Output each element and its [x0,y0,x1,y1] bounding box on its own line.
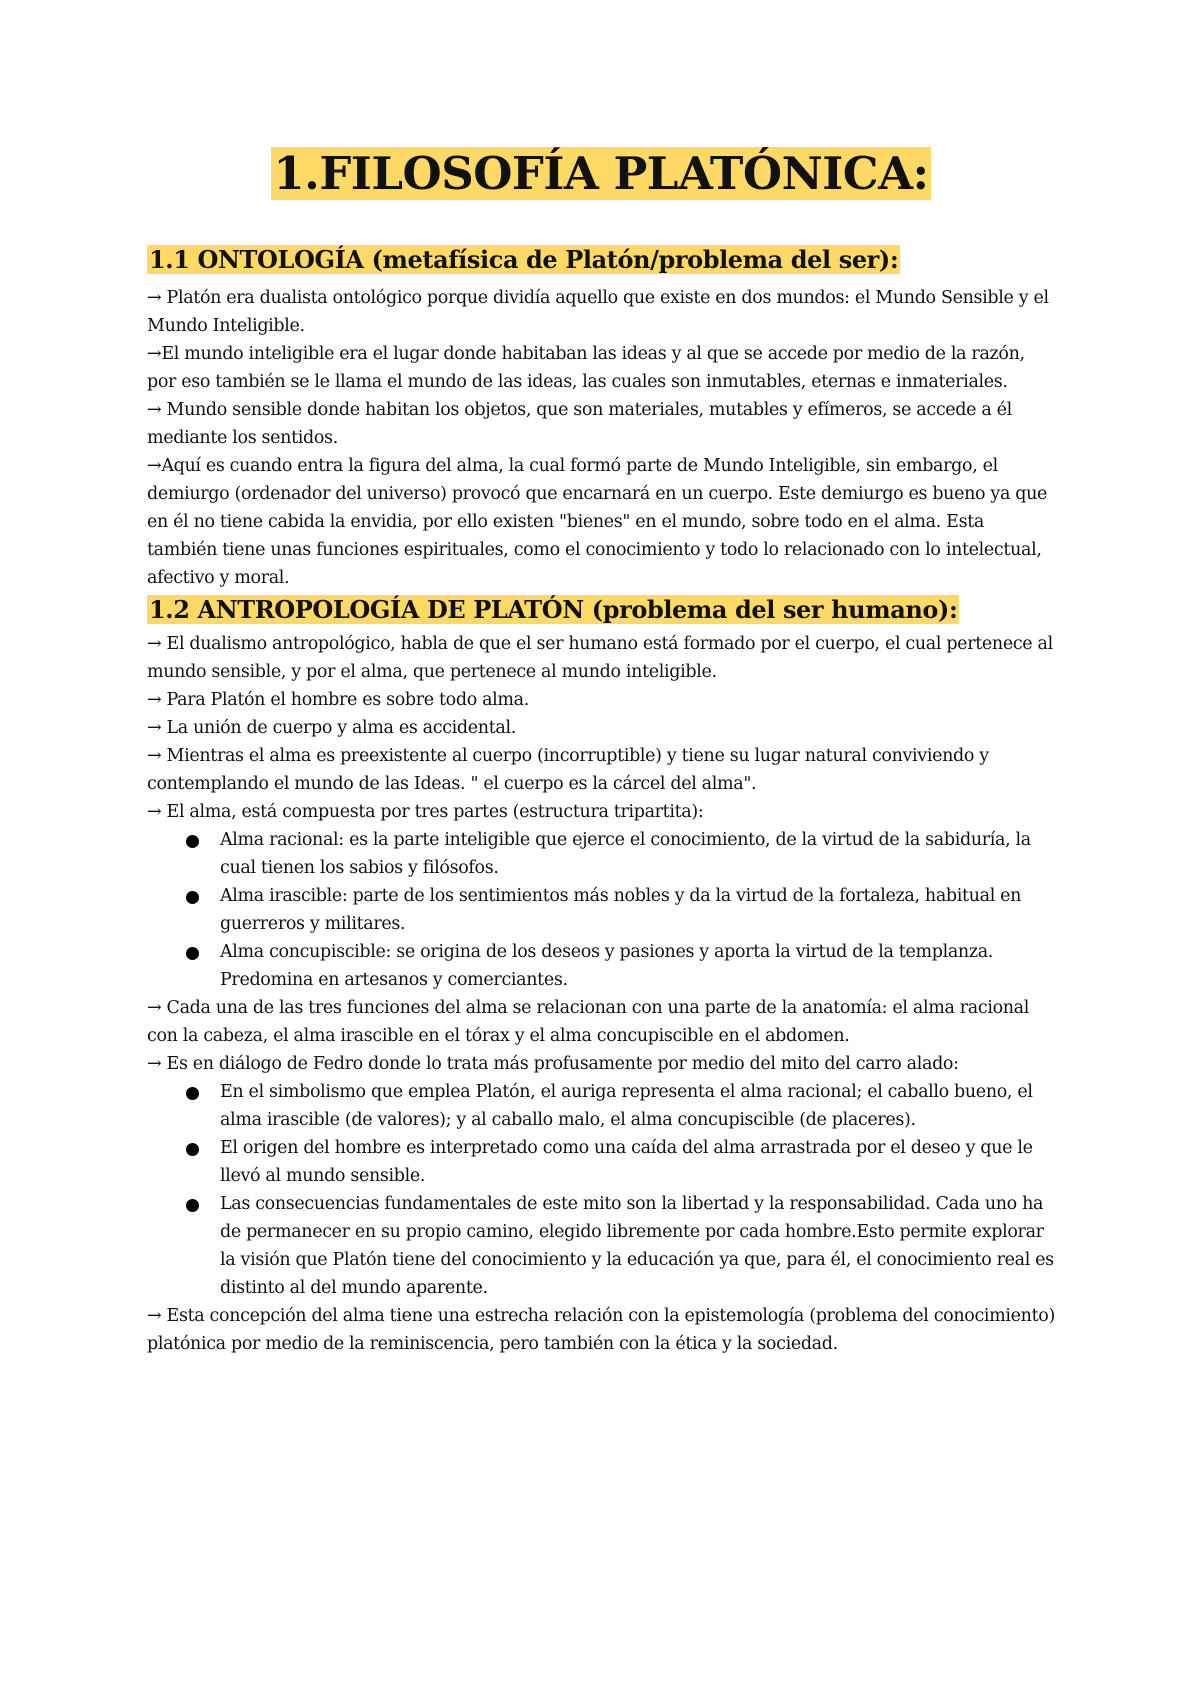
page-title [147,140,1055,208]
paragraph: → El alma, está compuesta por tres partes (estructura tripartita): [147,802,704,822]
paragraph: →Aquí es cuando entra la figura del alma, la cual formó parte de Mundo Inteligible, sin embargo, el demiurgo (ordenador del universo) provocó que encarnará en un cuerpo. Este demiurgo es bueno ya que en él no tiene cabida la envidia, por ello existen "bienes" en el mundo, sobre todo en el alma. Esta también tiene unas funciones espirituales, como el conocimiento y todo lo relacionado con lo intelectual, afectivo y moral. [147,456,1048,588]
list-item-text: Alma concupiscible: se origina de los deseos y pasiones y aporta la virtud de la templanza. Predomina en artesanos y comerciantes. [220,942,993,990]
list-item [147,882,1055,938]
bullet-icon [186,891,199,904]
paragraph: → Mundo sensible donde habitan los objetos, que son materiales, mutables y efímeros, se accede a él mediante los sentidos. [147,400,1012,448]
list-item [147,1190,1055,1302]
heading-highlight: 1.2 ANTROPOLOGÍA DE PLATÓN (problema del ser humano): [149,595,958,624]
section-heading [147,242,1055,278]
title-highlight: 1.FILOSOFÍA PLATÓNICA: [273,147,929,200]
paragraph: → El dualismo antropológico, habla de que el ser humano está formado por el cuerpo, el cual pertenece al mundo sensible, y por el alma, que pertenece al mundo inteligible. [147,634,1053,682]
list-item [147,1134,1055,1190]
section-antropologia [147,592,1055,1358]
bullet-icon [186,835,199,848]
bullet-icon [186,1143,199,1156]
paragraph: →El mundo inteligible era el lugar donde habitaban las ideas y al que se accede por medio de la razón, por eso también se le llama el mundo de las ideas, las cuales son inmutables, eternas e inmateriales. [147,344,1025,392]
section-heading [147,592,1055,628]
paragraph: → Cada una de las tres funciones del alma se relacionan con una parte de la anatomía: el alma racional con la cabeza, el alma irascible en el tórax y el alma concupiscible en el abdomen. [147,998,1029,1046]
bullet-icon [186,947,199,960]
paragraph: → Esta concepción del alma tiene una estrecha relación con la epistemología (problema del conocimiento) platónica por medio de la reminiscencia, pero también con la ética y la sociedad. [147,1306,1055,1354]
bullet-icon [186,1087,199,1100]
bullet-list-carro-alado [147,1078,1055,1302]
list-item-text: Las consecuencias fundamentales de este mito son la libertad y la responsabilidad. Cada uno ha de permanecer en su propio camino, elegido libremente por cada hombre.Esto permite explorar la visión que Platón tiene del conocimiento y la educación ya que, para él, el conocimiento real es distinto al del mundo aparente. [220,1194,1054,1298]
paragraph: → Mientras el alma es preexistente al cuerpo (incorruptible) y tiene su lugar natural conviviendo y contemplando el mundo de las Ideas. " el cuerpo es la cárcel del alma". [147,746,989,794]
list-item [147,1078,1055,1134]
list-item [147,826,1055,882]
list-item-text: Alma irascible: parte de los sentimientos más nobles y da la virtud de la fortaleza, habitual en guerreros y militares. [220,886,1022,934]
paragraph: → Es en diálogo de Fedro donde lo trata más profusamente por medio del mito del carro alado: [147,1054,959,1074]
heading-highlight: 1.1 ONTOLOGÍA (metafísica de Platón/problema del ser): [149,245,899,274]
paragraph: → Para Platón el hombre es sobre todo alma. [147,690,529,710]
section-ontologia [147,242,1055,592]
bullet-list-alma-partes [147,826,1055,994]
bullet-icon [186,1199,199,1212]
list-item-text: El origen del hombre es interpretado como una caída del alma arrastrada por el deseo y que le llevó al mundo sensible. [220,1138,1033,1186]
paragraph: → Platón era dualista ontológico porque dividía aquello que existe en dos mundos: el Mundo Sensible y el Mundo Inteligible. [147,288,1049,336]
paragraph: → La unión de cuerpo y alma es accidental. [147,718,516,738]
list-item-text: Alma racional: es la parte inteligible que ejerce el conocimiento, de la virtud de la sabiduría, la cual tienen los sabios y filósofos. [220,830,1031,878]
list-item [147,938,1055,994]
list-item-text: En el simbolismo que emplea Platón, el auriga representa el alma racional; el caballo bueno, el alma irascible (de valores); y al caballo malo, el alma concupiscible (de placeres). [220,1082,1033,1130]
